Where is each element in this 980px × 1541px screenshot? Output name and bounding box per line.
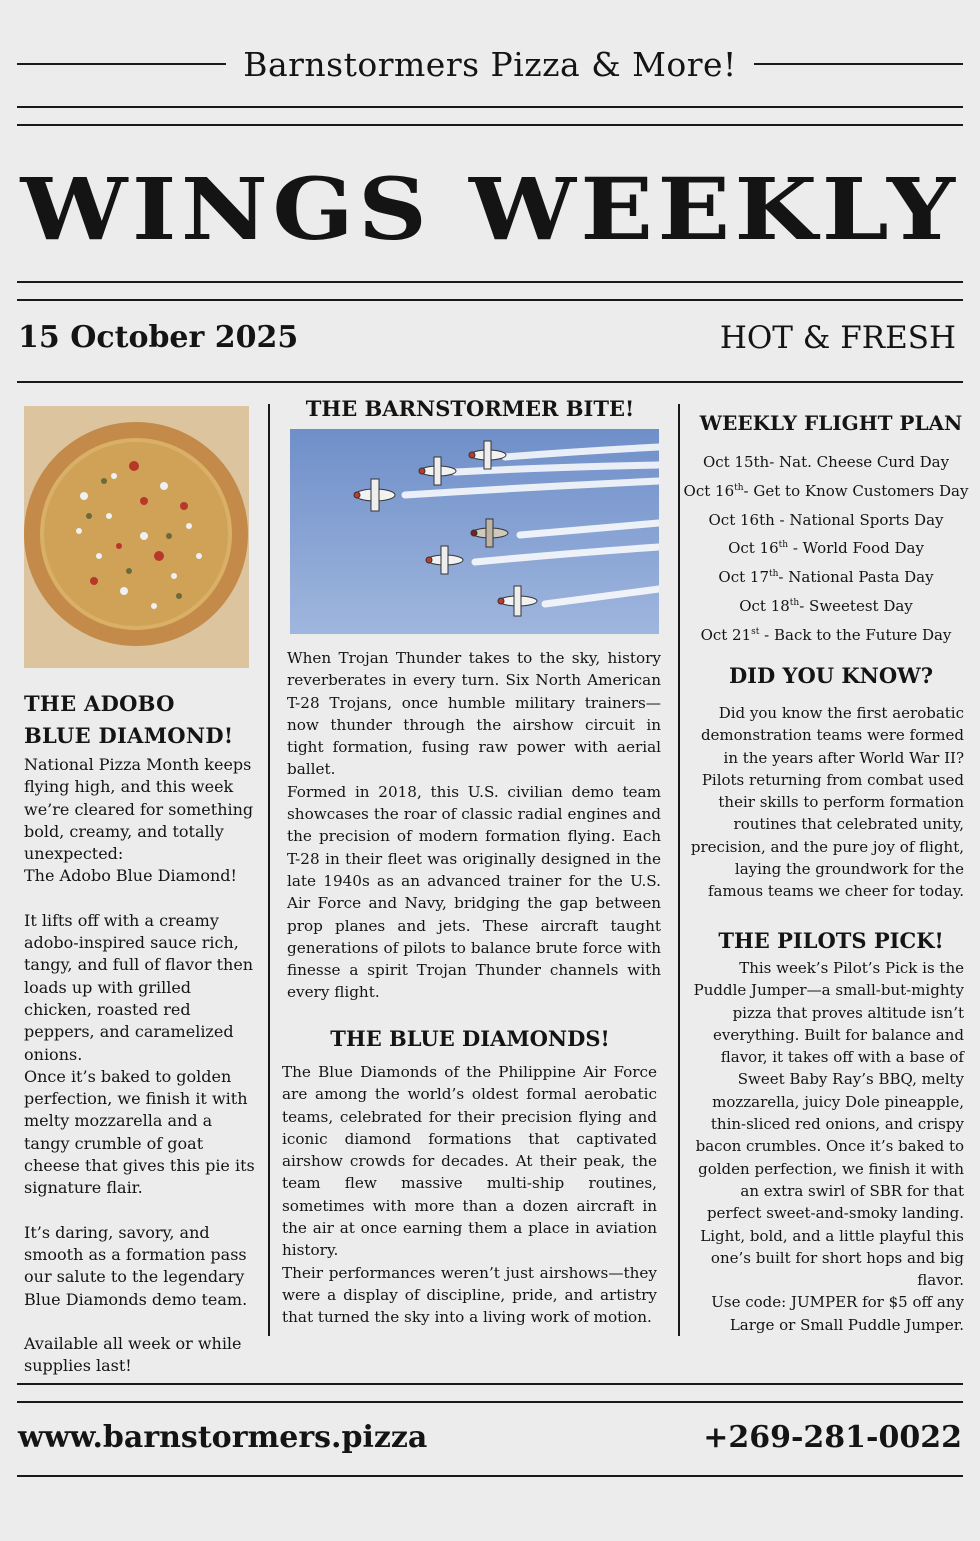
website-link[interactable]: www.barnstormers.pizza <box>18 1420 428 1455</box>
adobo-paragraph: It’s daring, savory, and smooth as a formation pass our salute to the legendary Blue Diamonds demo team. <box>24 1222 248 1309</box>
brand-name: Barnstormers Pizza & More! <box>243 44 737 84</box>
promo-code: Use code: JUMPER for $5 off any Large or Small Puddle Jumper. <box>711 1293 964 1334</box>
flight-plan-item: Oct 15th- Nat. Cheese Curd Day <box>702 453 950 471</box>
flight-plan-item: Oct 18th- Sweetest Day <box>739 596 913 615</box>
trojan-paragraph: When Trojan Thunder takes to the sky, history reverberates in every turn. Six North American T-28 Trojans, once humble military trainers—now thunder through the airshow circuit in tight formation, fusing raw power with aerial ballet. <box>287 649 661 779</box>
divider <box>17 381 963 383</box>
adobo-paragraph: The Adobo Blue Diamond! <box>24 866 237 886</box>
masthead-title: WINGS WEEKLY <box>20 160 960 260</box>
divider <box>17 1475 963 1477</box>
bite-title: THE BARNSTORMER BITE! <box>305 396 635 421</box>
adobo-paragraph: It lifts off with a creamy adobo-inspired sauce rich, tangy, and full of flavor then loads up with grilled chicken, roasted red peppers, and caramelized onions. <box>24 910 254 1064</box>
flight-plan-item: Oct 17th- National Pasta Day <box>718 568 934 587</box>
phone-number[interactable]: +269-281-0022 <box>703 1420 962 1455</box>
flight-plan-item: Oct 21st - Back to the Future Day <box>700 625 952 644</box>
blue-diamonds-title: THE BLUE DIAMONDS! <box>330 1026 610 1051</box>
adobo-paragraph: National Pizza Month keeps flying high, and this week we’re cleared for something bold, creamy, and totally unexpected: <box>24 755 254 864</box>
did-you-know-title: DID YOU KNOW? <box>728 663 934 688</box>
flight-plan-item: Oct 16th- Get to Know Customers Day <box>683 481 969 500</box>
adobo-paragraph: Once it’s baked to golden perfection, we finish it with melty mozzarella and a tangy crumble of goat cheese that gives this pie its signature flair. <box>24 1066 255 1198</box>
adobo-paragraph: Available all week or while supplies last! <box>24 1333 242 1376</box>
trojan-paragraph: Formed in 2018, this U.S. civilian demo team showcases the roar of classic radial engines and the precision of modern formation flying. Each T-28 in their fleet was originally designed in the late 1940s as an advanced trainer for the U.S. Air Force and Navy, bridging the gap between prop planes and jets. These aircraft taught generations of pilots to balance brute force with finesse a spirit Trojan Thunder channels with every flight. <box>287 782 661 1002</box>
blue-diamonds-paragraph: Their performances weren’t just airshows—they were a display of discipline, pride, and artistry that turned the sky into a living work of motion. <box>282 1263 657 1327</box>
trojan-article <box>287 647 661 1004</box>
adobo-title-line1: THE ADOBO <box>24 691 175 716</box>
tagline: HOT & FRESH <box>719 320 956 356</box>
divider <box>17 1401 963 1403</box>
header-rule-left <box>17 63 226 65</box>
divider <box>17 299 963 301</box>
pizza-photo <box>24 406 249 668</box>
blue-diamonds-article <box>282 1061 657 1329</box>
header-brand-row <box>0 38 980 90</box>
divider <box>17 1383 963 1385</box>
adobo-article <box>24 688 260 1377</box>
divider <box>17 124 963 126</box>
adobo-title <box>24 688 260 752</box>
header-rule-right <box>754 63 963 65</box>
pilots-pick-paragraph: This week’s Pilot’s Pick is the Puddle Jumper—a small-but-mighty pizza that proves altitude isn’t everything. Built for balance and flavor, it takes off with a base of Sweet Baby Ray’s BBQ, melty mozzarella, juicy Dole pineapple, thin-sliced red onions, and crispy bacon crumbles. Once it’s baked to golden perfection, we finish it with an extra swirl of SBR for that perfect sweet-and-smoky landing. Light, bold, and a little playful this one’s built for short hops and big flavor. <box>693 959 964 1290</box>
blue-diamonds-paragraph: The Blue Diamonds of the Philippine Air Force are among the world’s oldest formal aerobatic teams, celebrated for their precision flying and iconic diamond formations that captivated airshow crowds for decades. At their peak, the team flew massive multi-ship routines, sometimes with more than a dozen aircraft in the air at once earning them a place in aviation history. <box>282 1063 657 1260</box>
airshow-photo <box>290 429 659 634</box>
divider <box>17 281 963 283</box>
column-divider <box>268 404 270 1336</box>
pilots-pick-title: THE PILOTS PICK! <box>718 928 944 953</box>
flight-plan-item: Oct 16th - National Sports Day <box>708 510 944 529</box>
did-you-know-paragraph: Did you know the first aerobatic demonstration teams were formed in the years after World War II? Pilots returning from combat used their skills to perform formation routines that celebrated unity, precision, and the pure joy of flight, laying the groundwork for the famous teams we cheer for today. <box>690 704 964 901</box>
issue-date: 15 October 2025 <box>18 320 299 355</box>
pilots-pick-text <box>688 957 964 1336</box>
flight-plan-item: Oct 16th - World Food Day <box>728 539 924 558</box>
did-you-know-text <box>688 702 964 903</box>
flight-plan-list <box>680 447 972 649</box>
divider <box>17 106 963 108</box>
flight-plan-title: WEEKLY FLIGHT PLAN <box>699 411 963 435</box>
adobo-title-line2: BLUE DIAMOND! <box>24 723 234 748</box>
